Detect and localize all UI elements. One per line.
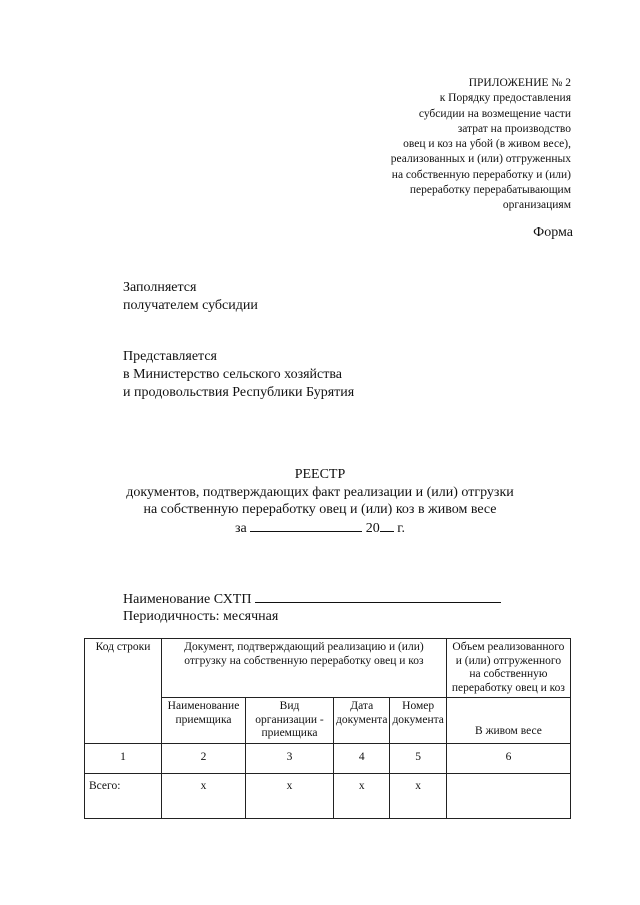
- table-header-row: [85, 639, 571, 698]
- register-heading: РЕЕСТР: [294, 467, 346, 482]
- col-org-type-header: Вид организации - приемщика: [246, 698, 334, 744]
- period-year: 20: [365, 520, 380, 536]
- total-mark: х: [334, 773, 390, 818]
- year-blank: [380, 519, 394, 532]
- total-mark: х: [162, 773, 246, 818]
- column-number: 2: [162, 743, 246, 773]
- filled-by-line: получателем субсидии: [123, 298, 258, 313]
- column-number: 4: [334, 743, 390, 773]
- submitted-to-block: [123, 348, 354, 402]
- period-prefix: за: [235, 520, 247, 536]
- period-suffix: г.: [397, 520, 405, 536]
- appendix-header: [311, 76, 571, 214]
- appendix-line: переработку перерабатывающим: [409, 184, 571, 197]
- col-doc-number-header: Номер документа: [390, 698, 446, 744]
- register-subtitle-line1: документов, подтверждающих факт реализации и (или) отгрузки: [126, 484, 514, 500]
- submitted-to-line: и продовольствия Республики Бурятия: [123, 385, 355, 400]
- appendix-line: на собственную переработку и (или): [391, 168, 571, 181]
- appendix-line: организациям: [502, 199, 571, 212]
- column-number: 3: [246, 743, 334, 773]
- table-row: [85, 773, 571, 818]
- submitted-to-line: в Министерство сельского хозяйства: [123, 367, 342, 382]
- col-document-header: Документ, подтверждающий реализацию и (или) отгрузку на собственную переработку овец и коз: [162, 639, 447, 698]
- register-period: [0, 519, 640, 538]
- total-mark: х: [246, 773, 334, 818]
- total-volume-cell: [446, 773, 570, 818]
- column-number: 6: [446, 743, 570, 773]
- register-title: [0, 466, 640, 537]
- org-name-label: Наименование СХТП: [123, 592, 252, 607]
- col-doc-date-header: Дата документа: [334, 698, 390, 744]
- table-row: [85, 743, 571, 773]
- appendix-line: реализованных и (или) отгруженных: [390, 153, 571, 166]
- col-volume-header: Объем реализованного и (или) отгруженного на собственную переработку овец и коз: [446, 639, 570, 698]
- column-number: 1: [85, 743, 162, 773]
- register-table: [84, 638, 571, 819]
- column-number: 5: [390, 743, 446, 773]
- appendix-line: к Порядку предоставления: [439, 92, 571, 105]
- col-code-header: Код строки: [85, 639, 162, 744]
- appendix-line: субсидии на возмещение части: [418, 107, 571, 120]
- appendix-line: овец и коз на убой (в живом весе),: [403, 138, 571, 151]
- period-blank: [250, 519, 362, 532]
- org-name-line: [123, 590, 501, 608]
- filled-by-block: [123, 279, 258, 315]
- register-subtitle-line2: на собственную переработку овец и (или) коз в живом весе: [143, 502, 497, 517]
- periodicity: Периодичность: месячная: [123, 609, 279, 624]
- submitted-to-line: Представляется: [123, 349, 217, 364]
- org-block: [123, 590, 501, 625]
- col-live-weight-header: В живом весе: [446, 698, 570, 744]
- appendix-line: ПРИЛОЖЕНИЕ № 2: [468, 77, 571, 89]
- filled-by-line: Заполняется: [123, 280, 197, 295]
- form-label: Форма: [533, 225, 573, 240]
- total-mark: х: [390, 773, 446, 818]
- col-receiver-name-header: Наименование приемщика: [162, 698, 246, 744]
- org-name-blank: [255, 590, 501, 603]
- total-label: Всего:: [85, 773, 162, 818]
- appendix-line: затрат на производство: [457, 122, 571, 135]
